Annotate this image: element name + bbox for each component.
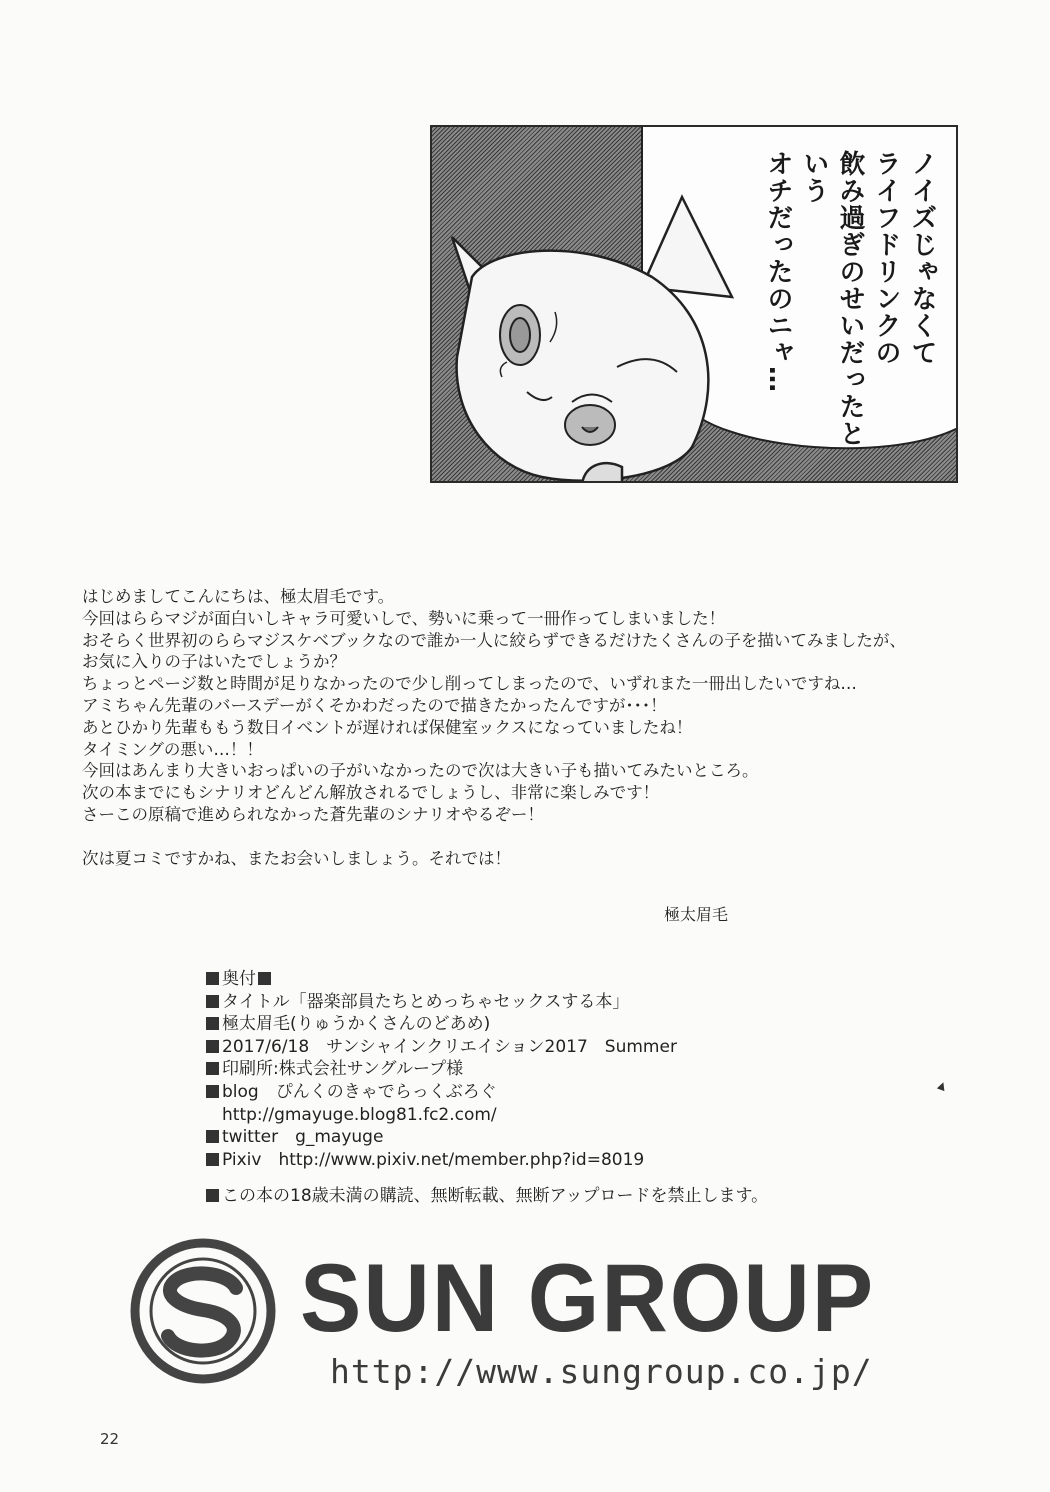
square-bullet-icon (206, 1130, 219, 1143)
colophon-twitter: twitter g_mayuge (222, 1127, 384, 1148)
ink-mark (937, 1081, 947, 1091)
colophon-row (206, 1149, 768, 1172)
colophon-row (206, 1058, 768, 1081)
afterword-line: おそらく世界初のららマジスケベブックなので誰か一人に絞らずできるだけたくさんの子を描いてみましたが、 (82, 630, 906, 650)
square-bullet-icon (206, 1153, 219, 1166)
colophon (206, 968, 768, 1208)
afterword-line: 今回はあんまり大きいおっぱいの子がいなかったので次は大きい子も描いてみたいところ。 (82, 761, 759, 781)
speech-bubble-text (760, 150, 940, 450)
colophon-blog: blog ぴんくのきゃでらっくぶろぐ (222, 1081, 497, 1102)
colophon-heading: 奥付 (222, 969, 256, 989)
speech-line: ノイズじゃなくて (907, 150, 937, 366)
printer-logo-name: SUN GROUP (300, 1244, 876, 1353)
colophon-row (206, 991, 768, 1014)
afterword-line: はじめましてこんにちは、極太眉毛です。 (82, 587, 395, 606)
speech-line: ライフドリンクの (871, 150, 901, 366)
square-bullet-icon (206, 1040, 219, 1053)
square-bullet-icon (258, 972, 271, 985)
afterword-line: お気に入りの子はいたでしょうか？ (82, 652, 346, 672)
afterword-line: 次の本までにもシナリオどんどん解放されるでしょうし、非常に楽しみです！ (82, 783, 660, 803)
colophon-row (206, 1126, 768, 1149)
square-bullet-icon (206, 1189, 219, 1202)
printer-logo-url[interactable]: http://www.sungroup.co.jp/ (330, 1352, 873, 1391)
speech-line: 飲み過ぎのせいだったという (799, 150, 865, 447)
square-bullet-icon (206, 972, 219, 985)
square-bullet-icon (206, 1062, 219, 1075)
colophon-row (206, 1081, 768, 1104)
page-number: 22 (100, 1430, 120, 1448)
afterword-line: アミちゃん先輩のバースデーがくそかわだったので描きたかったんですが･･･！ (82, 695, 667, 715)
colophon-printer: 印刷所:株式会社サングループ様 (222, 1059, 464, 1080)
colophon-heading-row (206, 968, 768, 991)
colophon-author: 極太眉毛(りゅうかくさんのどあめ) (222, 1014, 491, 1035)
sun-group-logo-icon (128, 1236, 278, 1386)
speech-line: オチだったのニャ… (763, 150, 793, 393)
colophon-title: タイトル「器楽部員たちとめっちゃセックスする本」 (222, 991, 630, 1012)
square-bullet-icon (206, 995, 219, 1008)
spacer (82, 826, 1002, 848)
author-signature: 極太眉毛 (664, 905, 729, 924)
colophon-event: 2017/6/18 サンシャインクリエイション2017 Summer (222, 1036, 677, 1057)
square-bullet-icon (206, 1017, 219, 1030)
afterword-line: タイミングの悪い…！！ (82, 739, 263, 759)
colophon-notice: この本の18歳未満の購読、無断転載、無断アップロードを禁止します。 (222, 1186, 769, 1207)
afterword (82, 586, 1002, 870)
afterword-line: 今回はららマジが面白いしキャラ可愛いしで、勢いに乗って一冊作ってしまいました！ (82, 608, 726, 628)
afterword-line: あとひかり先輩ももう数日イベントが遅ければ保健室ックスになっていましたね！ (82, 717, 693, 737)
colophon-row (206, 1185, 768, 1208)
colophon-row (206, 1013, 768, 1036)
square-bullet-icon (206, 1085, 219, 1098)
colophon-row (206, 1036, 768, 1059)
afterword-line: ちょっとページ数と時間が足りなかったので少し削ってしまったので、いずれまた一冊出したいですね… (82, 674, 857, 694)
colophon-pixiv: Pixiv http://www.pixiv.net/member.php?id=8019 (222, 1149, 645, 1170)
spacer (206, 1171, 768, 1185)
blog-url-link[interactable]: http://gmayuge.blog81.fc2.com/ (222, 1104, 497, 1125)
afterword-line: さーこの原稿で進められなかった蒼先輩のシナリオやるぞー！ (82, 804, 544, 824)
colophon-row (206, 1104, 768, 1127)
afterword-closing: 次は夏コミですかね、またお会いしましょう。それでは！ (82, 848, 511, 868)
